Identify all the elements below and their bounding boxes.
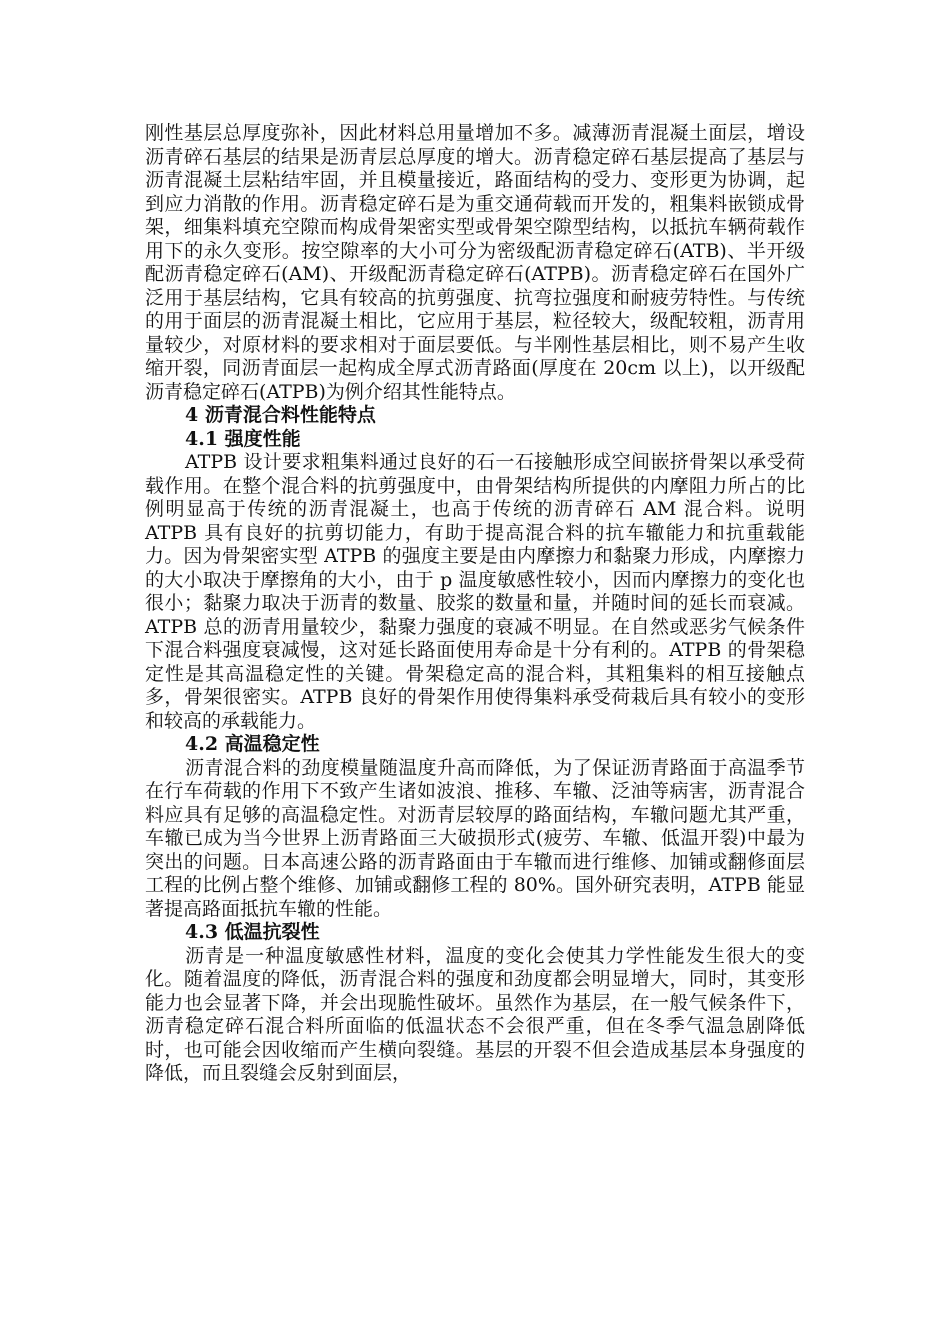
subsection-heading-4-3: 4.3 低温抗裂性 — [185, 921, 320, 943]
subsection-heading-4-1: 4.1 强度性能 — [185, 427, 301, 450]
paragraph-4-1: ATPB 设计要求粗集料通过良好的石一石接触形成空间嵌挤骨架以承受荷载作用。在整个混合料的抗剪强度中，由骨架结构所提供的内摩阻力所占的比例明显高于传统的沥青混凝土，也高于传统的沥青碎石 AM 混合料。说明 ATPB 具有良好的抗剪切能力，有助于提高混合料的抗车辙能力和抗重载能力。因为骨架密实型 ATPB 的强度主要是由内摩擦力和黏聚力形成，内摩擦力的大小取决于摩擦角的大小，由于 p 温度敏感性较小，因而内摩擦力的变化也很小；黏聚力取决于沥青的数量、胶浆的数量和量，并随时间的延长而衰减。ATPB 总的沥青用量较少，黏聚力强度的衰减不明显。在自然或恶劣气候条件下混合料强度衰减慢，这对延长路面使用寿命是十分有利的。ATPB 的骨架稳定性是其高温稳定性的关键。骨架稳定高的混合料，其粗集料的相互接触点多，骨架很密实。ATPB 良好的骨架作用使得集料承受荷栽后具有较小的变形和较高的承载能力。 — [145, 451, 805, 732]
document-body — [145, 122, 805, 1086]
paragraph-4-2: 沥青混合料的劲度模量随温度升高而降低，为了保证沥青路面于高温季节在行车荷载的作用下不致产生诸如波浪、推移、车辙、泛油等病害，沥青混合料应具有足够的高温稳定性。对沥青层较厚的路面结构，车辙问题尤其严重，车辙已成为当今世界上沥青路面三大破损形式(疲劳、车辙、低温开裂)中最为突出的问题。日本高速公路的沥青路面由于车辙而进行维修、加铺或翻修面层工程的比例占整个维修、加铺或翻修工程的 80%。国外研究表明，ATPB 能显著提高路面抵抗车辙的性能。 — [145, 756, 805, 920]
subsection-heading-4-2: 4.2 高温稳定性 — [185, 733, 320, 755]
paragraph-4-3: 沥青是一种温度敏感性材料，温度的变化会使其力学性能发生很大的变化。随着温度的降低，沥青混合料的强度和劲度都会明显增大，同时，其变形能力也会显著下降，并会出现脆性破坏。虽然作为基层，在一般气候条件下，沥青稳定碎石混合料所面临的低温状态不会很严重，但在冬季气温急剧降低时，也可能会因收缩而产生横向裂缝。基层的开裂不但会造成基层本身强度的降低，而且裂缝会反射到面层， — [145, 944, 805, 1084]
intro-paragraph: 刚性基层总厚度弥补，因此材料总用量增加不多。减薄沥青混凝土面层，增设沥青碎石基层的结果是沥青层总厚度的增大。沥青稳定碎石基层提高了基层与沥青混凝土层粘结牢固，并且模量接近，路面结构的受力、变形更为协调，起到应力消散的作用。沥青稳定碎石是为重交通荷载而开发的，粗集料嵌锁成骨架，细集料填充空隙而构成骨架密实型或骨架空隙型结构，以抵抗车辆荷载作用下的永久变形。按空隙率的大小可分为密级配沥青稳定碎石(ATB)、半开级配沥青稳定碎石(AM)、开级配沥青稳定碎石(ATPB)。沥青稳定碎石在国外广泛用于基层结构，它具有较高的抗剪强度、抗弯拉强度和耐疲劳特性。与传统的用于面层的沥青混凝土相比，它应用于基层，粒径较大，级配较粗，沥青用量较少，对原材料的要求相对于面层要低。与半刚性基层相比，则不易产生收缩开裂，同沥青面层一起构成全厚式沥青路面(厚度在 20cm 以上)，以开级配沥青稳定碎石(ATPB)为例介绍其性能特点。 — [145, 122, 805, 403]
section-heading-4: 4 沥青混合料性能特点 — [185, 404, 376, 426]
